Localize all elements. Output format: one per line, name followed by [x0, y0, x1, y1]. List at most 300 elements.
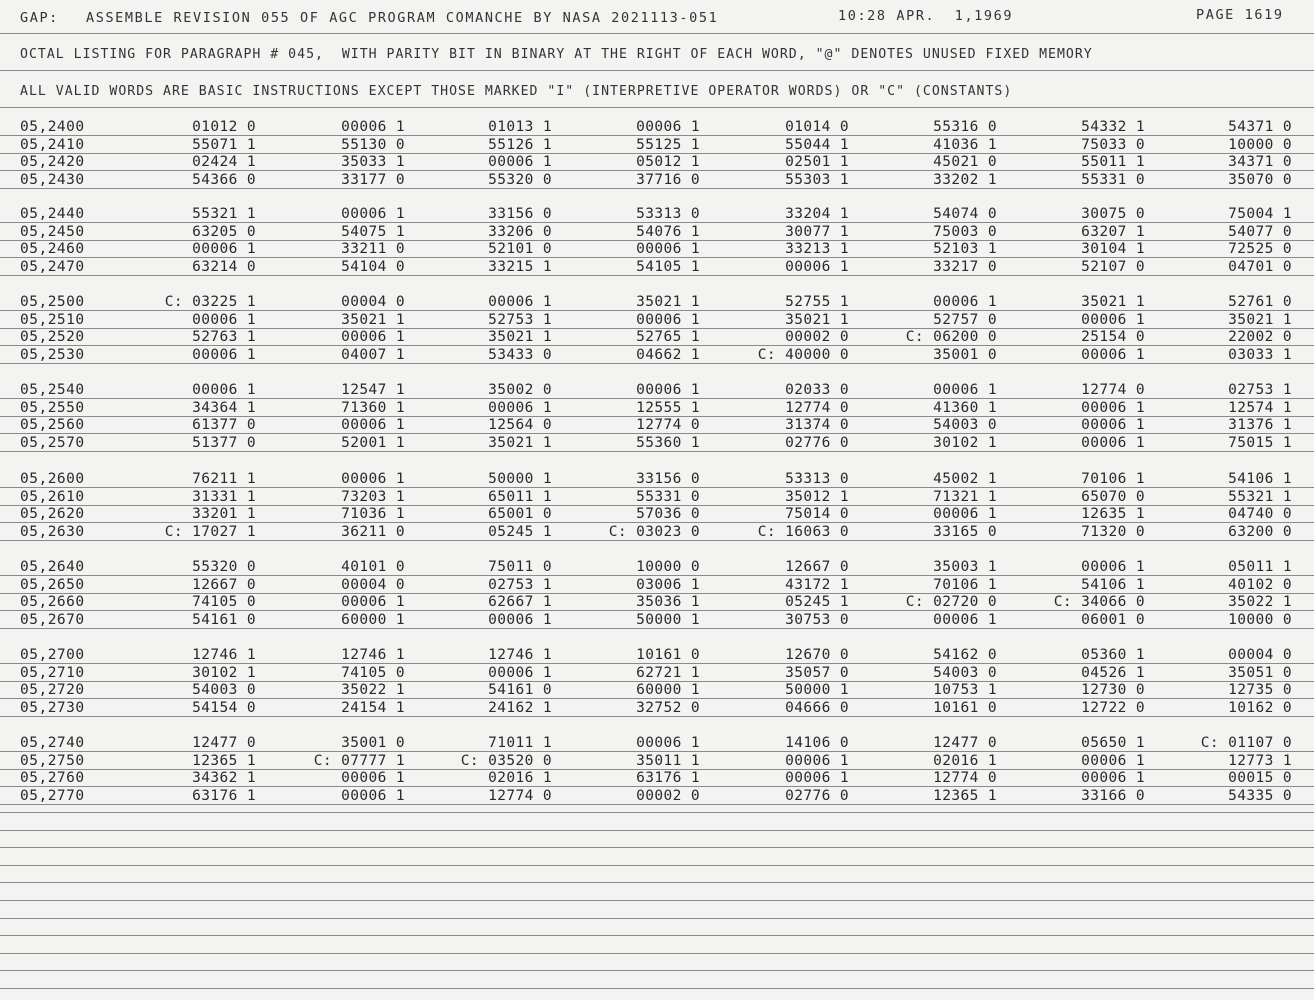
- octal-word-cell: 31331 1: [192, 489, 256, 505]
- ruled-line: [0, 804, 1314, 805]
- octal-word-cell: 00006 1: [341, 119, 405, 135]
- octal-word-cell: 24154 1: [341, 700, 405, 716]
- listing-row: [0, 119, 1314, 135]
- octal-word-cell: 55130 0: [341, 137, 405, 153]
- octal-word-cell: 12774 0: [488, 788, 552, 804]
- octal-word-cell: 52107 0: [1081, 259, 1145, 275]
- octal-word-cell: 34364 1: [192, 400, 256, 416]
- ruled-line: [0, 865, 1314, 866]
- ruled-line: [0, 188, 1314, 189]
- octal-word-cell: 55320 0: [192, 559, 256, 575]
- octal-word-cell: C: 03225 1: [164, 294, 256, 310]
- octal-word-cell: C: 34066 0: [1053, 594, 1145, 610]
- octal-word-cell: C: 16063 0: [757, 524, 849, 540]
- octal-word-cell: 50000 1: [785, 682, 849, 698]
- octal-word-cell: 00006 1: [192, 312, 256, 328]
- octal-word-cell: 12635 1: [1081, 506, 1145, 522]
- octal-word-cell: 55320 0: [488, 172, 552, 188]
- octal-word-cell: 00006 1: [341, 770, 405, 786]
- octal-word-cell: 00006 1: [636, 119, 700, 135]
- octal-word-cell: 12730 0: [1081, 682, 1145, 698]
- octal-word-cell: 12564 0: [488, 417, 552, 433]
- octal-word-cell: 63205 0: [192, 224, 256, 240]
- listing-row: [0, 206, 1314, 222]
- address-cell: 05,2460: [20, 241, 85, 257]
- address-cell: 05,2450: [20, 224, 85, 240]
- octal-word-cell: 33217 0: [933, 259, 997, 275]
- octal-word-cell: 00006 1: [488, 665, 552, 681]
- page-number: PAGE 1619: [1196, 7, 1284, 23]
- octal-word-cell: 35001 0: [933, 347, 997, 363]
- octal-word-cell: 35021 1: [488, 329, 552, 345]
- octal-word-cell: 35021 1: [488, 435, 552, 451]
- octal-word-cell: 30753 0: [785, 612, 849, 628]
- octal-word-cell: 53433 0: [488, 347, 552, 363]
- listing-row: [0, 241, 1314, 257]
- listing-row: [0, 347, 1314, 363]
- address-cell: 05,2430: [20, 172, 85, 188]
- octal-word-cell: 34371 0: [1228, 154, 1292, 170]
- octal-word-cell: 33204 1: [785, 206, 849, 222]
- listing-row: [0, 400, 1314, 416]
- octal-word-cell: 33177 0: [341, 172, 405, 188]
- octal-word-cell: 55316 0: [933, 119, 997, 135]
- octal-word-cell: 35021 1: [1228, 312, 1292, 328]
- octal-word-cell: 60000 1: [636, 682, 700, 698]
- octal-word-cell: 63207 1: [1081, 224, 1145, 240]
- octal-word-cell: 12773 1: [1228, 753, 1292, 769]
- octal-word-cell: 12547 1: [341, 382, 405, 398]
- octal-word-cell: 00004 0: [1228, 647, 1292, 663]
- listing-row: [0, 224, 1314, 240]
- octal-word-cell: 33206 0: [488, 224, 552, 240]
- octal-word-cell: 35003 1: [933, 559, 997, 575]
- octal-word-cell: 05650 1: [1081, 735, 1145, 751]
- octal-word-cell: 52755 1: [785, 294, 849, 310]
- ruled-line: [0, 953, 1314, 954]
- ruled-line: [0, 540, 1314, 541]
- address-cell: 05,2710: [20, 665, 85, 681]
- octal-word-cell: C: 02720 0: [905, 594, 997, 610]
- octal-word-cell: 02016 1: [488, 770, 552, 786]
- ruled-line: [0, 522, 1314, 523]
- octal-word-cell: 55303 1: [785, 172, 849, 188]
- octal-word-cell: 54076 1: [636, 224, 700, 240]
- listing-row: [0, 489, 1314, 505]
- address-cell: 05,2650: [20, 577, 85, 593]
- octal-word-cell: 12746 1: [488, 647, 552, 663]
- listing-row: [0, 682, 1314, 698]
- octal-word-cell: 33166 0: [1081, 788, 1145, 804]
- address-cell: 05,2720: [20, 682, 85, 698]
- octal-word-cell: 00006 1: [785, 770, 849, 786]
- octal-word-cell: 12735 0: [1228, 682, 1292, 698]
- octal-word-cell: 00006 1: [341, 471, 405, 487]
- octal-word-cell: 52001 1: [341, 435, 405, 451]
- listing-row: [0, 294, 1314, 310]
- listing-row: [0, 700, 1314, 716]
- octal-word-cell: 12365 1: [192, 753, 256, 769]
- listing-row: [0, 312, 1314, 328]
- listing-row: [0, 577, 1314, 593]
- octal-word-cell: 10162 0: [1228, 700, 1292, 716]
- octal-word-cell: 00006 1: [341, 788, 405, 804]
- octal-word-cell: 02753 1: [1228, 382, 1292, 398]
- octal-word-cell: 00006 1: [933, 506, 997, 522]
- octal-word-cell: 25154 0: [1081, 329, 1145, 345]
- octal-word-cell: 12555 1: [636, 400, 700, 416]
- octal-word-cell: 54074 0: [933, 206, 997, 222]
- octal-word-cell: 75015 1: [1228, 435, 1292, 451]
- listing-row: [0, 506, 1314, 522]
- octal-word-cell: 35022 1: [1228, 594, 1292, 610]
- octal-word-cell: 33201 1: [192, 506, 256, 522]
- octal-word-cell: 31376 1: [1228, 417, 1292, 433]
- octal-word-cell: 22002 0: [1228, 329, 1292, 345]
- ruled-line: [0, 918, 1314, 919]
- octal-word-cell: 72525 0: [1228, 241, 1292, 257]
- octal-word-cell: 54104 0: [341, 259, 405, 275]
- octal-word-cell: 00006 1: [785, 259, 849, 275]
- octal-word-cell: 00006 1: [192, 347, 256, 363]
- listing-row: [0, 647, 1314, 663]
- listing-row: [0, 594, 1314, 610]
- octal-word-cell: 54105 1: [636, 259, 700, 275]
- octal-word-cell: 00006 1: [933, 382, 997, 398]
- ruled-line: [0, 847, 1314, 848]
- ruled-line: [0, 575, 1314, 576]
- octal-word-cell: 61377 0: [192, 417, 256, 433]
- octal-word-cell: 04701 0: [1228, 259, 1292, 275]
- octal-word-cell: 10000 0: [1228, 612, 1292, 628]
- octal-word-cell: 30104 1: [1081, 241, 1145, 257]
- octal-word-cell: 33156 0: [488, 206, 552, 222]
- address-cell: 05,2530: [20, 347, 85, 363]
- octal-word-cell: 54075 1: [341, 224, 405, 240]
- octal-word-cell: 02776 0: [785, 788, 849, 804]
- ruled-line: [0, 882, 1314, 883]
- ruled-line: [0, 628, 1314, 629]
- ruled-line: [0, 451, 1314, 452]
- octal-word-cell: C: 03520 0: [460, 753, 552, 769]
- ruled-line: [0, 275, 1314, 276]
- octal-word-cell: 62667 1: [488, 594, 552, 610]
- octal-word-cell: 55044 1: [785, 137, 849, 153]
- octal-word-cell: 12774 0: [933, 770, 997, 786]
- octal-word-cell: 02016 1: [933, 753, 997, 769]
- octal-word-cell: 33165 0: [933, 524, 997, 540]
- octal-word-cell: 04740 0: [1228, 506, 1292, 522]
- octal-word-cell: 65001 0: [488, 506, 552, 522]
- octal-word-cell: 55071 1: [192, 137, 256, 153]
- listing-row: [0, 137, 1314, 153]
- octal-word-cell: 02033 0: [785, 382, 849, 398]
- address-cell: 05,2600: [20, 471, 85, 487]
- octal-word-cell: 02424 1: [192, 154, 256, 170]
- octal-word-cell: 10753 1: [933, 682, 997, 698]
- octal-word-cell: 00015 0: [1228, 770, 1292, 786]
- octal-word-cell: 35021 1: [1081, 294, 1145, 310]
- address-cell: 05,2640: [20, 559, 85, 575]
- octal-word-cell: 52753 1: [488, 312, 552, 328]
- octal-word-cell: 52761 0: [1228, 294, 1292, 310]
- octal-word-cell: 55321 1: [192, 206, 256, 222]
- octal-word-cell: 52765 1: [636, 329, 700, 345]
- ruled-line: [0, 107, 1314, 108]
- octal-word-cell: 54154 0: [192, 700, 256, 716]
- address-cell: 05,2750: [20, 753, 85, 769]
- octal-word-cell: 14106 0: [785, 735, 849, 751]
- listing-row: [0, 559, 1314, 575]
- octal-word-cell: 54106 1: [1081, 577, 1145, 593]
- octal-word-cell: 63176 1: [192, 788, 256, 804]
- address-cell: 05,2620: [20, 506, 85, 522]
- octal-word-cell: 00006 1: [636, 382, 700, 398]
- octal-word-cell: 00002 0: [785, 329, 849, 345]
- address-cell: 05,2540: [20, 382, 85, 398]
- octal-word-cell: C: 40000 0: [757, 347, 849, 363]
- octal-word-cell: 00006 1: [933, 294, 997, 310]
- octal-word-cell: 54161 0: [488, 682, 552, 698]
- octal-word-cell: 54161 0: [192, 612, 256, 628]
- octal-word-cell: 45002 1: [933, 471, 997, 487]
- octal-word-cell: 54106 1: [1228, 471, 1292, 487]
- octal-word-cell: 00006 1: [1081, 417, 1145, 433]
- octal-word-cell: 05245 1: [488, 524, 552, 540]
- octal-word-cell: 00006 1: [1081, 753, 1145, 769]
- octal-word-cell: 35070 0: [1228, 172, 1292, 188]
- octal-word-cell: 33156 0: [636, 471, 700, 487]
- address-cell: 05,2410: [20, 137, 85, 153]
- octal-word-cell: 00006 1: [192, 241, 256, 257]
- ruled-line: [0, 935, 1314, 936]
- octal-word-cell: 00006 1: [341, 329, 405, 345]
- octal-word-cell: 65070 0: [1081, 489, 1145, 505]
- address-cell: 05,2770: [20, 788, 85, 804]
- octal-word-cell: 10161 0: [636, 647, 700, 663]
- octal-word-cell: 33211 0: [341, 241, 405, 257]
- ruled-line: [0, 751, 1314, 752]
- octal-word-cell: 10161 0: [933, 700, 997, 716]
- octal-word-cell: 54003 0: [192, 682, 256, 698]
- address-cell: 05,2760: [20, 770, 85, 786]
- address-cell: 05,2420: [20, 154, 85, 170]
- octal-word-cell: 12670 0: [785, 647, 849, 663]
- octal-word-cell: 75033 0: [1081, 137, 1145, 153]
- octal-word-cell: 62721 1: [636, 665, 700, 681]
- octal-word-cell: 55321 1: [1228, 489, 1292, 505]
- octal-word-cell: 00006 1: [488, 294, 552, 310]
- octal-word-cell: 12667 0: [192, 577, 256, 593]
- octal-word-cell: 00006 1: [488, 400, 552, 416]
- octal-word-cell: 12774 0: [1081, 382, 1145, 398]
- octal-word-cell: 54003 0: [933, 417, 997, 433]
- octal-word-cell: 74105 0: [192, 594, 256, 610]
- octal-word-cell: 34362 1: [192, 770, 256, 786]
- address-cell: 05,2740: [20, 735, 85, 751]
- octal-word-cell: 63176 1: [636, 770, 700, 786]
- ruled-line: [0, 135, 1314, 136]
- octal-word-cell: 41036 1: [933, 137, 997, 153]
- octal-word-cell: 04662 1: [636, 347, 700, 363]
- listing-row: [0, 259, 1314, 275]
- octal-word-cell: 00006 1: [1081, 770, 1145, 786]
- octal-word-cell: 35011 1: [636, 753, 700, 769]
- octal-word-cell: 50000 1: [488, 471, 552, 487]
- ruled-line: [0, 398, 1314, 399]
- ruled-line: [0, 900, 1314, 901]
- ruled-line: [0, 222, 1314, 223]
- octal-word-cell: 55331 0: [636, 489, 700, 505]
- address-cell: 05,2730: [20, 700, 85, 716]
- octal-word-cell: 05011 1: [1228, 559, 1292, 575]
- ruled-line: [0, 257, 1314, 258]
- octal-word-cell: 37716 0: [636, 172, 700, 188]
- assembly-title: ASSEMBLE REVISION 055 OF AGC PROGRAM COMANCHE BY NASA 2021113-051: [86, 10, 719, 26]
- octal-word-cell: 75014 0: [785, 506, 849, 522]
- ruled-line: [0, 33, 1314, 34]
- octal-word-cell: 35057 0: [785, 665, 849, 681]
- octal-word-cell: 00006 1: [488, 154, 552, 170]
- octal-word-cell: 63200 0: [1228, 524, 1292, 540]
- timestamp: 10:28 APR. 1,1969: [838, 8, 1014, 24]
- octal-word-cell: C: 07777 1: [313, 753, 405, 769]
- octal-word-cell: 30102 1: [192, 665, 256, 681]
- octal-word-cell: C: 01107 0: [1200, 735, 1292, 751]
- octal-word-cell: 35036 1: [636, 594, 700, 610]
- octal-word-cell: 00006 1: [341, 594, 405, 610]
- octal-word-cell: C: 06200 0: [905, 329, 997, 345]
- octal-word-cell: 36211 0: [341, 524, 405, 540]
- octal-word-cell: 45021 0: [933, 154, 997, 170]
- ruled-line: [0, 70, 1314, 71]
- address-cell: 05,2560: [20, 417, 85, 433]
- octal-word-cell: 00006 1: [1081, 559, 1145, 575]
- octal-word-cell: 53313 0: [785, 471, 849, 487]
- octal-word-cell: 51377 0: [192, 435, 256, 451]
- octal-word-cell: 43172 1: [785, 577, 849, 593]
- octal-word-cell: 04007 1: [341, 347, 405, 363]
- address-cell: 05,2440: [20, 206, 85, 222]
- octal-word-cell: 00006 1: [933, 612, 997, 628]
- octal-word-cell: 76211 1: [192, 471, 256, 487]
- ruled-line: [0, 663, 1314, 664]
- address-cell: 05,2570: [20, 435, 85, 451]
- octal-word-cell: 40101 0: [341, 559, 405, 575]
- octal-word-cell: 30102 1: [933, 435, 997, 451]
- octal-word-cell: 12365 1: [933, 788, 997, 804]
- octal-word-cell: 00006 1: [1081, 347, 1145, 363]
- octal-word-cell: C: 03023 0: [608, 524, 700, 540]
- octal-word-cell: 12574 1: [1228, 400, 1292, 416]
- octal-word-cell: 33202 1: [933, 172, 997, 188]
- listing-row: [0, 788, 1314, 804]
- ruled-line: [0, 345, 1314, 346]
- listing-row: [0, 524, 1314, 540]
- octal-word-cell: 00004 0: [341, 577, 405, 593]
- octal-word-cell: 05245 1: [785, 594, 849, 610]
- octal-word-cell: 12477 0: [192, 735, 256, 751]
- listing-row: [0, 172, 1314, 188]
- octal-word-cell: 30077 1: [785, 224, 849, 240]
- address-cell: 05,2510: [20, 312, 85, 328]
- ruled-line: [0, 786, 1314, 787]
- octal-word-cell: 54332 1: [1081, 119, 1145, 135]
- octal-word-cell: 31374 0: [785, 417, 849, 433]
- octal-word-cell: 32752 0: [636, 700, 700, 716]
- octal-word-cell: 74105 0: [341, 665, 405, 681]
- octal-word-cell: 01013 1: [488, 119, 552, 135]
- octal-word-cell: 75003 0: [933, 224, 997, 240]
- listing-row: [0, 417, 1314, 433]
- octal-word-cell: 00006 1: [636, 241, 700, 257]
- octal-word-cell: 02501 1: [785, 154, 849, 170]
- octal-word-cell: 35022 1: [341, 682, 405, 698]
- octal-word-cell: 12774 0: [636, 417, 700, 433]
- octal-word-cell: 33213 1: [785, 241, 849, 257]
- octal-word-cell: 60000 1: [341, 612, 405, 628]
- octal-word-cell: 05360 1: [1081, 647, 1145, 663]
- octal-word-cell: 70106 1: [933, 577, 997, 593]
- listing-description: OCTAL LISTING FOR PARAGRAPH # 045, WITH PARITY BIT IN BINARY AT THE RIGHT OF EACH WORD, "@" DENOTES UNUSED FIXED MEMORY: [20, 47, 1093, 62]
- octal-word-cell: 02776 0: [785, 435, 849, 451]
- octal-word-cell: 01012 0: [192, 119, 256, 135]
- octal-word-cell: 50000 1: [636, 612, 700, 628]
- octal-word-cell: 57036 0: [636, 506, 700, 522]
- octal-word-cell: 54077 0: [1228, 224, 1292, 240]
- octal-word-cell: 10000 0: [1228, 137, 1292, 153]
- listing-row: [0, 471, 1314, 487]
- address-cell: 05,2470: [20, 259, 85, 275]
- octal-word-cell: 12667 0: [785, 559, 849, 575]
- octal-word-cell: 00006 1: [1081, 435, 1145, 451]
- octal-word-cell: 52763 1: [192, 329, 256, 345]
- listing-row: [0, 665, 1314, 681]
- address-cell: 05,2700: [20, 647, 85, 663]
- ruled-line: [0, 830, 1314, 831]
- listing-legend: ALL VALID WORDS ARE BASIC INSTRUCTIONS EXCEPT THOSE MARKED "I" (INTERPRETIVE OPERATOR WORDS) OR "C" (CONSTANTS): [20, 84, 1013, 99]
- address-cell: 05,2400: [20, 119, 85, 135]
- octal-word-cell: 71320 0: [1081, 524, 1145, 540]
- listing-row: [0, 329, 1314, 345]
- octal-word-cell: 33215 1: [488, 259, 552, 275]
- ruled-line: [0, 433, 1314, 434]
- octal-word-cell: 02753 1: [488, 577, 552, 593]
- octal-word-cell: 35033 1: [341, 154, 405, 170]
- octal-word-cell: 30075 0: [1081, 206, 1145, 222]
- ruled-line: [0, 970, 1314, 971]
- octal-word-cell: 65011 1: [488, 489, 552, 505]
- octal-word-cell: 00006 1: [488, 612, 552, 628]
- octal-word-cell: 41360 1: [933, 400, 997, 416]
- listing-row: [0, 735, 1314, 751]
- octal-word-cell: 12774 0: [785, 400, 849, 416]
- octal-word-cell: 63214 0: [192, 259, 256, 275]
- octal-word-cell: 55011 1: [1081, 154, 1145, 170]
- octal-word-cell: 12746 1: [341, 647, 405, 663]
- octal-word-cell: 71036 1: [341, 506, 405, 522]
- octal-word-cell: 75004 1: [1228, 206, 1292, 222]
- octal-word-cell: 55126 1: [488, 137, 552, 153]
- octal-word-cell: 52101 0: [488, 241, 552, 257]
- address-cell: 05,2660: [20, 594, 85, 610]
- octal-word-cell: 04526 1: [1081, 665, 1145, 681]
- address-cell: 05,2610: [20, 489, 85, 505]
- octal-word-cell: 70106 1: [1081, 471, 1145, 487]
- octal-word-cell: 54366 0: [192, 172, 256, 188]
- octal-word-cell: 40102 0: [1228, 577, 1292, 593]
- octal-word-cell: 71321 1: [933, 489, 997, 505]
